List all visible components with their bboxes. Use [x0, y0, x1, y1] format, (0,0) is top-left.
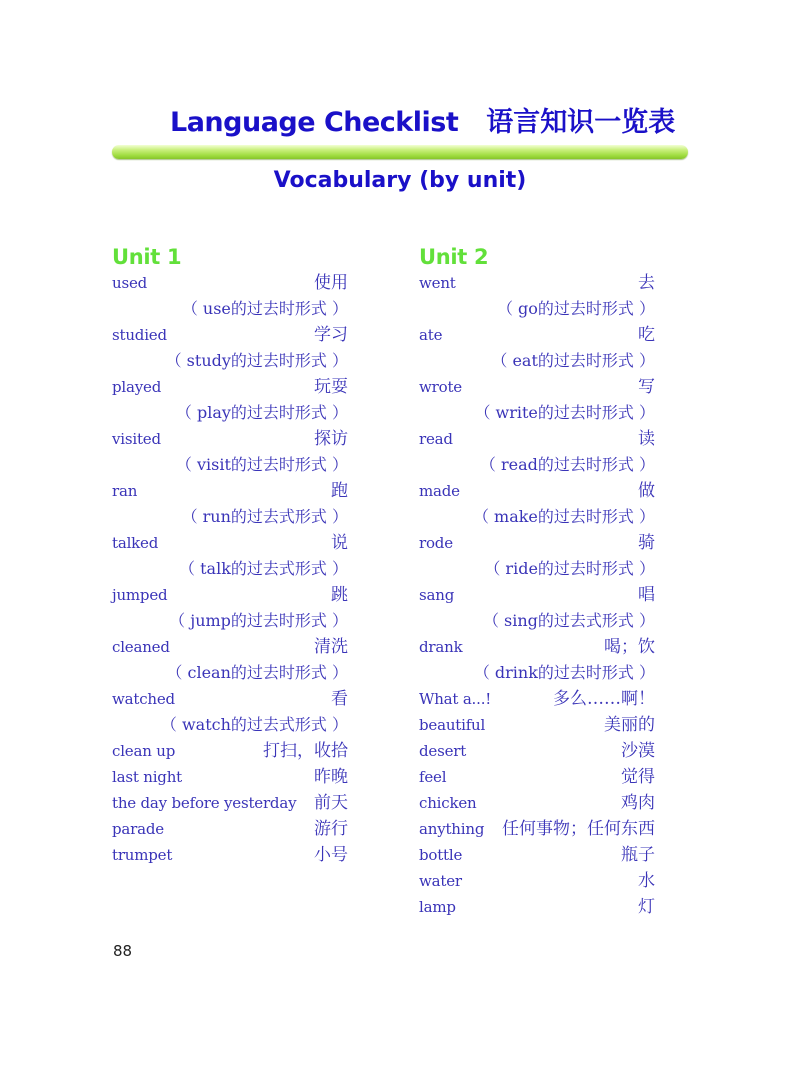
entry-note: （ drink的过去时形式 ） [473, 663, 655, 682]
entry-english: anything [419, 820, 485, 838]
entry-chinese: 骑 [638, 533, 655, 553]
entry-note: （ ride的过去时形式 ） [484, 559, 655, 578]
entry-english: the day before yesterday [112, 794, 297, 812]
entry-chinese: 使用 [314, 273, 348, 293]
entry-chinese: 灯 [638, 897, 655, 917]
entry-chinese: 游行 [314, 819, 348, 839]
entry-chinese: 学习 [314, 325, 348, 345]
vocab-entry [112, 764, 348, 790]
entry-english: drank [419, 638, 463, 656]
entry-chinese: 打扫，收拾 [263, 741, 348, 761]
vocab-entry [112, 816, 348, 842]
entry-english: last night [112, 768, 182, 786]
entry-note: （ read的过去时形式 ） [479, 455, 655, 474]
entry-chinese: 任何事物；任何东西 [502, 819, 655, 839]
entry-chinese: 鸡肉 [621, 793, 655, 813]
entry-note: （ go的过去时形式 ） [496, 299, 655, 318]
entry-chinese: 清洗 [314, 637, 348, 657]
entry-chinese: 跳 [331, 585, 348, 605]
entry-chinese: 多么……啊！ [553, 689, 655, 709]
unit-1-column [112, 244, 348, 868]
unit-2-column [419, 244, 655, 920]
entry-english: lamp [419, 898, 456, 916]
vocab-entry [419, 374, 655, 400]
entry-note: （ play的过去时形式 ） [175, 403, 348, 422]
entry-chinese: 去 [638, 273, 655, 293]
entry-english: ran [112, 482, 138, 500]
entry-english: trumpet [112, 846, 173, 864]
entry-chinese: 前天 [314, 793, 348, 813]
entry-chinese: 做 [638, 481, 655, 501]
unit-2-heading: Unit 2 [419, 245, 489, 269]
entry-note: （ write的过去时形式 ） [474, 403, 655, 422]
entry-english: ate [419, 326, 443, 344]
vocab-entry [419, 712, 655, 738]
entry-english: watched [112, 690, 175, 708]
entry-chinese: 写 [638, 377, 655, 397]
entry-english: chicken [419, 794, 477, 812]
vocab-entry [419, 426, 655, 452]
vocab-entry [419, 842, 655, 868]
entry-english: water [419, 872, 462, 890]
entry-note: （ make的过去时形式 ） [472, 507, 655, 526]
entry-english: What a...! [419, 690, 492, 708]
vocab-entry [419, 764, 655, 790]
entry-english: studied [112, 326, 167, 344]
entry-note: （ jump的过去时形式 ） [169, 611, 348, 630]
entry-english: read [419, 430, 453, 448]
entry-note: （ use的过去时形式 ） [181, 299, 348, 318]
vocab-entry [419, 686, 655, 712]
entry-english: parade [112, 820, 164, 838]
entry-english: talked [112, 534, 159, 552]
page-title [170, 100, 690, 144]
vocab-entry [112, 634, 348, 660]
entry-english: made [419, 482, 460, 500]
vocab-entry [112, 270, 348, 296]
title-english: Language Checklist [170, 107, 459, 138]
entry-english: visited [112, 430, 161, 448]
vocab-entry [112, 530, 348, 556]
entry-note: （ watch的过去式形式 ） [160, 715, 348, 734]
vocab-entry [419, 894, 655, 920]
entry-english: went [419, 274, 456, 292]
vocab-entry [112, 790, 348, 816]
entry-chinese: 跑 [331, 481, 348, 501]
title-underline-bar [112, 145, 688, 159]
vocab-entry [112, 374, 348, 400]
entry-chinese: 看 [331, 689, 348, 709]
entry-note: （ talk的过去式形式 ） [179, 559, 348, 578]
entry-chinese: 吃 [638, 325, 655, 345]
vocab-entry [112, 322, 348, 348]
entry-chinese: 昨晚 [314, 767, 348, 787]
vocab-entry [419, 738, 655, 764]
vocab-entry [419, 582, 655, 608]
entry-chinese: 小号 [314, 845, 348, 865]
entry-chinese: 说 [331, 533, 348, 553]
entry-chinese: 水 [638, 871, 655, 891]
vocab-entry [419, 790, 655, 816]
entry-chinese: 读 [638, 429, 655, 449]
title-chinese: 语言知识一览表 [486, 107, 676, 138]
vocab-entry [419, 322, 655, 348]
vocab-entry [112, 842, 348, 868]
entry-english: jumped [112, 586, 168, 604]
entry-english: rode [419, 534, 453, 552]
entry-note: （ eat的过去时形式 ） [491, 351, 655, 370]
vocab-entry [112, 582, 348, 608]
entry-chinese: 美丽的 [604, 715, 655, 735]
entry-english: desert [419, 742, 467, 760]
entry-english: played [112, 378, 162, 396]
entry-note: （ clean的过去时形式 ） [166, 663, 348, 682]
vocab-entry [419, 270, 655, 296]
entry-chinese: 探访 [314, 429, 348, 449]
entry-chinese: 瓶子 [621, 845, 655, 865]
entry-note: （ visit的过去时形式 ） [175, 455, 348, 474]
entry-chinese: 喝；饮 [604, 637, 655, 657]
entry-english: cleaned [112, 638, 170, 656]
vocab-entry [112, 686, 348, 712]
unit-1-heading: Unit 1 [112, 245, 182, 269]
entry-chinese: 沙漠 [621, 741, 655, 761]
vocab-entry [112, 426, 348, 452]
section-subtitle: Vocabulary (by unit) [273, 168, 527, 193]
vocab-entry [419, 868, 655, 894]
entry-english: beautiful [419, 716, 486, 734]
page-number: 88 [113, 942, 133, 960]
entry-chinese: 玩耍 [314, 377, 348, 397]
vocab-entry [112, 738, 348, 764]
vocab-entry [112, 478, 348, 504]
vocab-entry [419, 816, 655, 842]
entry-english: bottle [419, 846, 463, 864]
entry-note: （ study的过去时形式 ） [165, 351, 348, 370]
entry-chinese: 唱 [638, 585, 655, 605]
entry-english: feel [419, 768, 447, 786]
entry-note: （ sing的过去式形式 ） [482, 611, 655, 630]
vocab-entry [419, 530, 655, 556]
entry-chinese: 觉得 [621, 767, 655, 787]
entry-english: clean up [112, 742, 176, 760]
entry-note: （ run的过去式形式 ） [181, 507, 348, 526]
entry-english: sang [419, 586, 455, 604]
entry-english: used [112, 274, 148, 292]
entry-english: wrote [419, 378, 462, 396]
vocab-entry [419, 478, 655, 504]
vocab-entry [419, 634, 655, 660]
